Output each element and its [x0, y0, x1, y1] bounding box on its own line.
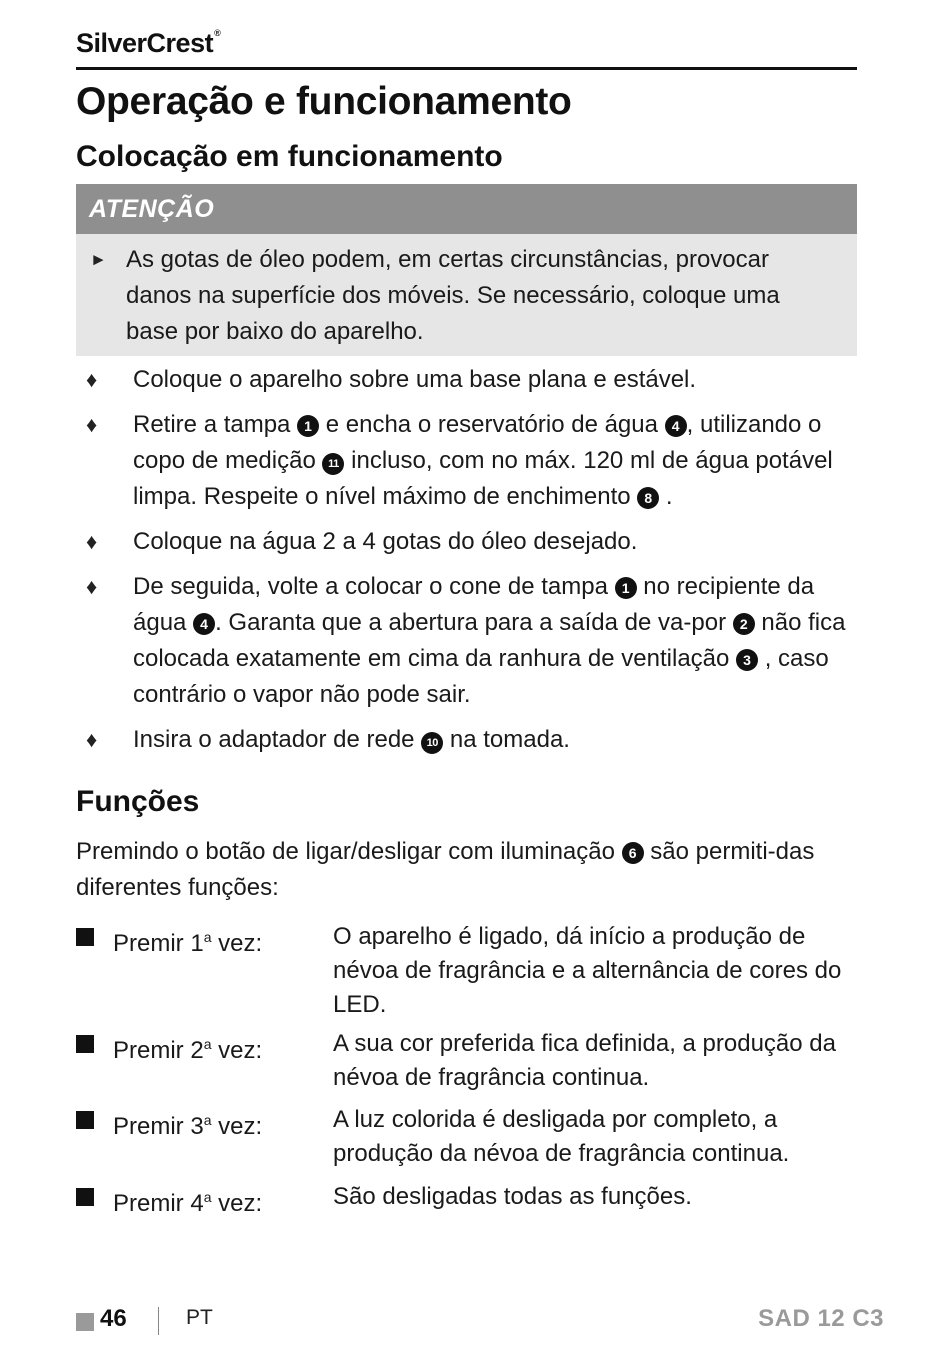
page-footer: [76, 1305, 884, 1339]
part-number-badge: 1: [297, 415, 319, 437]
brand-logo: SilverCrest®: [76, 28, 221, 58]
startup-steps: [76, 362, 857, 767]
arrow-right-icon: ►: [90, 250, 107, 269]
press-description: A sua cor preferida fica definida, a produção da névoa de fragrância continua.: [333, 1030, 836, 1091]
warning-box: [76, 184, 857, 356]
footer-divider: [158, 1307, 159, 1335]
part-number-badge: 1: [615, 577, 637, 599]
part-number-badge: 3: [736, 649, 758, 671]
list-item: ♦ Coloque o aparelho sobre uma base plana e estável.: [76, 362, 857, 398]
page-title: Operação e funcionamento: [76, 80, 572, 123]
square-marker-icon: [76, 1313, 94, 1331]
warning-body: [76, 234, 857, 356]
square-bullet-icon: [76, 1035, 94, 1053]
part-number-badge: 8: [637, 487, 659, 509]
list-item: ♦ Retire a tampa 1 e encha o reservatório de água 4 , utilizando o copo de medição 11 incluso, com no máx. 120 ml de água potável limpa. Respeite o nível máximo de enchimento 8 .: [76, 407, 857, 515]
diamond-bullet-icon: ♦: [86, 727, 98, 752]
press-label: Premir 2$^a$ vez:: [113, 1036, 263, 1064]
language-code: PT: [186, 1306, 213, 1329]
part-number-badge: 10: [421, 732, 443, 754]
press-description: São desligadas todas as funções.: [333, 1183, 692, 1210]
section-heading-startup: Colocação em funcionamento: [76, 140, 503, 173]
part-number-badge: 4: [665, 415, 687, 437]
list-item: ♦ De seguida, volte a colocar o cone de tampa 1 no recipiente da água 4 . Garanta que a abertura para a saída de va-por 2 não fica colocada exatamente em cima da ranhura de ventilação 3 , caso contrário o vapor não pode sair.: [76, 569, 857, 713]
part-number-badge: 11: [322, 453, 344, 475]
list-item: ♦ Coloque na água 2 a 4 gotas do óleo desejado.: [76, 524, 857, 560]
functions-intro: Premindo o botão de ligar/desligar com iluminação 6 são permiti-das diferentes funções:: [76, 838, 815, 901]
part-number-badge: 4: [193, 613, 215, 635]
page-number: 46: [100, 1305, 127, 1332]
part-number-badge: 6: [622, 842, 644, 864]
press-label: Premir 4$^a$ vez:: [113, 1189, 263, 1217]
square-bullet-icon: [76, 928, 94, 946]
warning-label: ATENÇÃO: [76, 184, 857, 234]
part-number-badge: 2: [733, 613, 755, 635]
header-rule: [76, 67, 857, 70]
warning-text: As gotas de óleo podem, em certas circunstâncias, provocar danos na superfície dos móveis. Se necessário, coloque uma base por baixo do aparelho.: [126, 246, 780, 345]
press-description: A luz colorida é desligada por completo, a produção da névoa de fragrância continua.: [333, 1106, 790, 1167]
square-bullet-icon: [76, 1111, 94, 1129]
diamond-bullet-icon: ♦: [86, 529, 98, 554]
diamond-bullet-icon: ♦: [86, 412, 98, 437]
square-bullet-icon: [76, 1188, 94, 1206]
diamond-bullet-icon: ♦: [86, 574, 98, 599]
section-heading-functions: Funções: [76, 785, 200, 818]
press-label: Premir 3$^a$ vez:: [113, 1112, 263, 1140]
press-label: Premir 1$^a$ vez:: [113, 929, 263, 957]
list-item: ♦ Insira o adaptador de rede 10 na tomada.: [76, 722, 857, 758]
model-number: SAD 12 C3: [758, 1305, 884, 1332]
diamond-bullet-icon: ♦: [86, 367, 98, 392]
press-description: O aparelho é ligado, dá início a produção de névoa de fragrância e a alternância de cores do LED.: [333, 923, 842, 1018]
